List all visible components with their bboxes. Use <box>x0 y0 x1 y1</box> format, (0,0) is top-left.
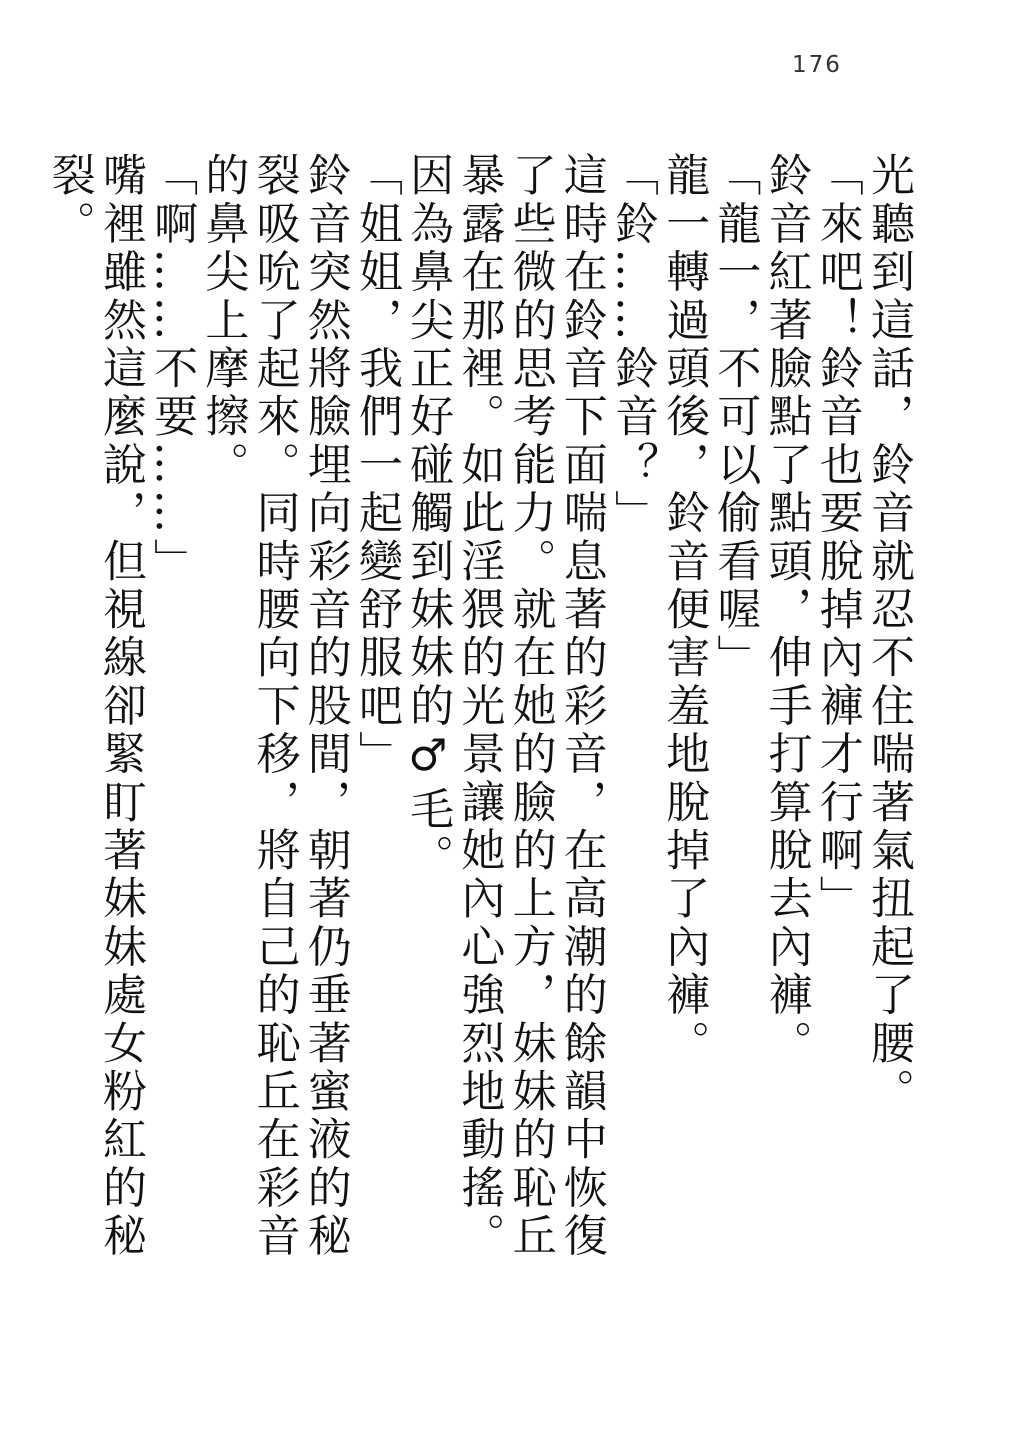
paragraph: 嘴裡雖然這麼說，但視線卻緊盯著妹妹處女粉紅的秘裂。 <box>43 152 146 1261</box>
paragraph: 「姐姐，我們一起變舒服吧」 <box>350 152 402 779</box>
paragraph: 鈴音紅著臉點了點頭，伸手打算脫去內褲。 <box>760 152 812 1068</box>
vertical-text-block <box>43 152 914 1302</box>
paragraph: 這時在鈴音下面喘息著的彩音，在高潮的餘韻中恢復了些微的思考能力。就在她的臉的上方，妹妹的恥丘暴露在那裡。如此淫猥的光景讓她內心強烈地動搖。因為鼻尖正好碰觸到妹妹的♂毛。 <box>402 152 607 1261</box>
paragraph: 鈴音突然將臉埋向彩音的股間，朝著仍垂著蜜液的秘裂吸吮了起來。同時腰向下移，將自己的恥丘在彩音的鼻尖上摩擦。 <box>197 152 351 1261</box>
paragraph: 「龍一，不可以偷看喔」 <box>709 152 761 683</box>
page-number: 176 <box>792 52 842 78</box>
paragraph: 「來吧！鈴音也要脫掉內褲才行啊」 <box>811 152 863 924</box>
paragraph: 光聽到這話，鈴音就忍不住喘著氣扭起了腰。 <box>863 152 914 1116</box>
paragraph: 龍一轉過頭後，鈴音便害羞地脫掉了內褲。 <box>658 152 710 1068</box>
paragraph: 「啊……不要……」 <box>146 152 198 586</box>
paragraph: 「鈴……鈴音？」 <box>606 152 658 538</box>
